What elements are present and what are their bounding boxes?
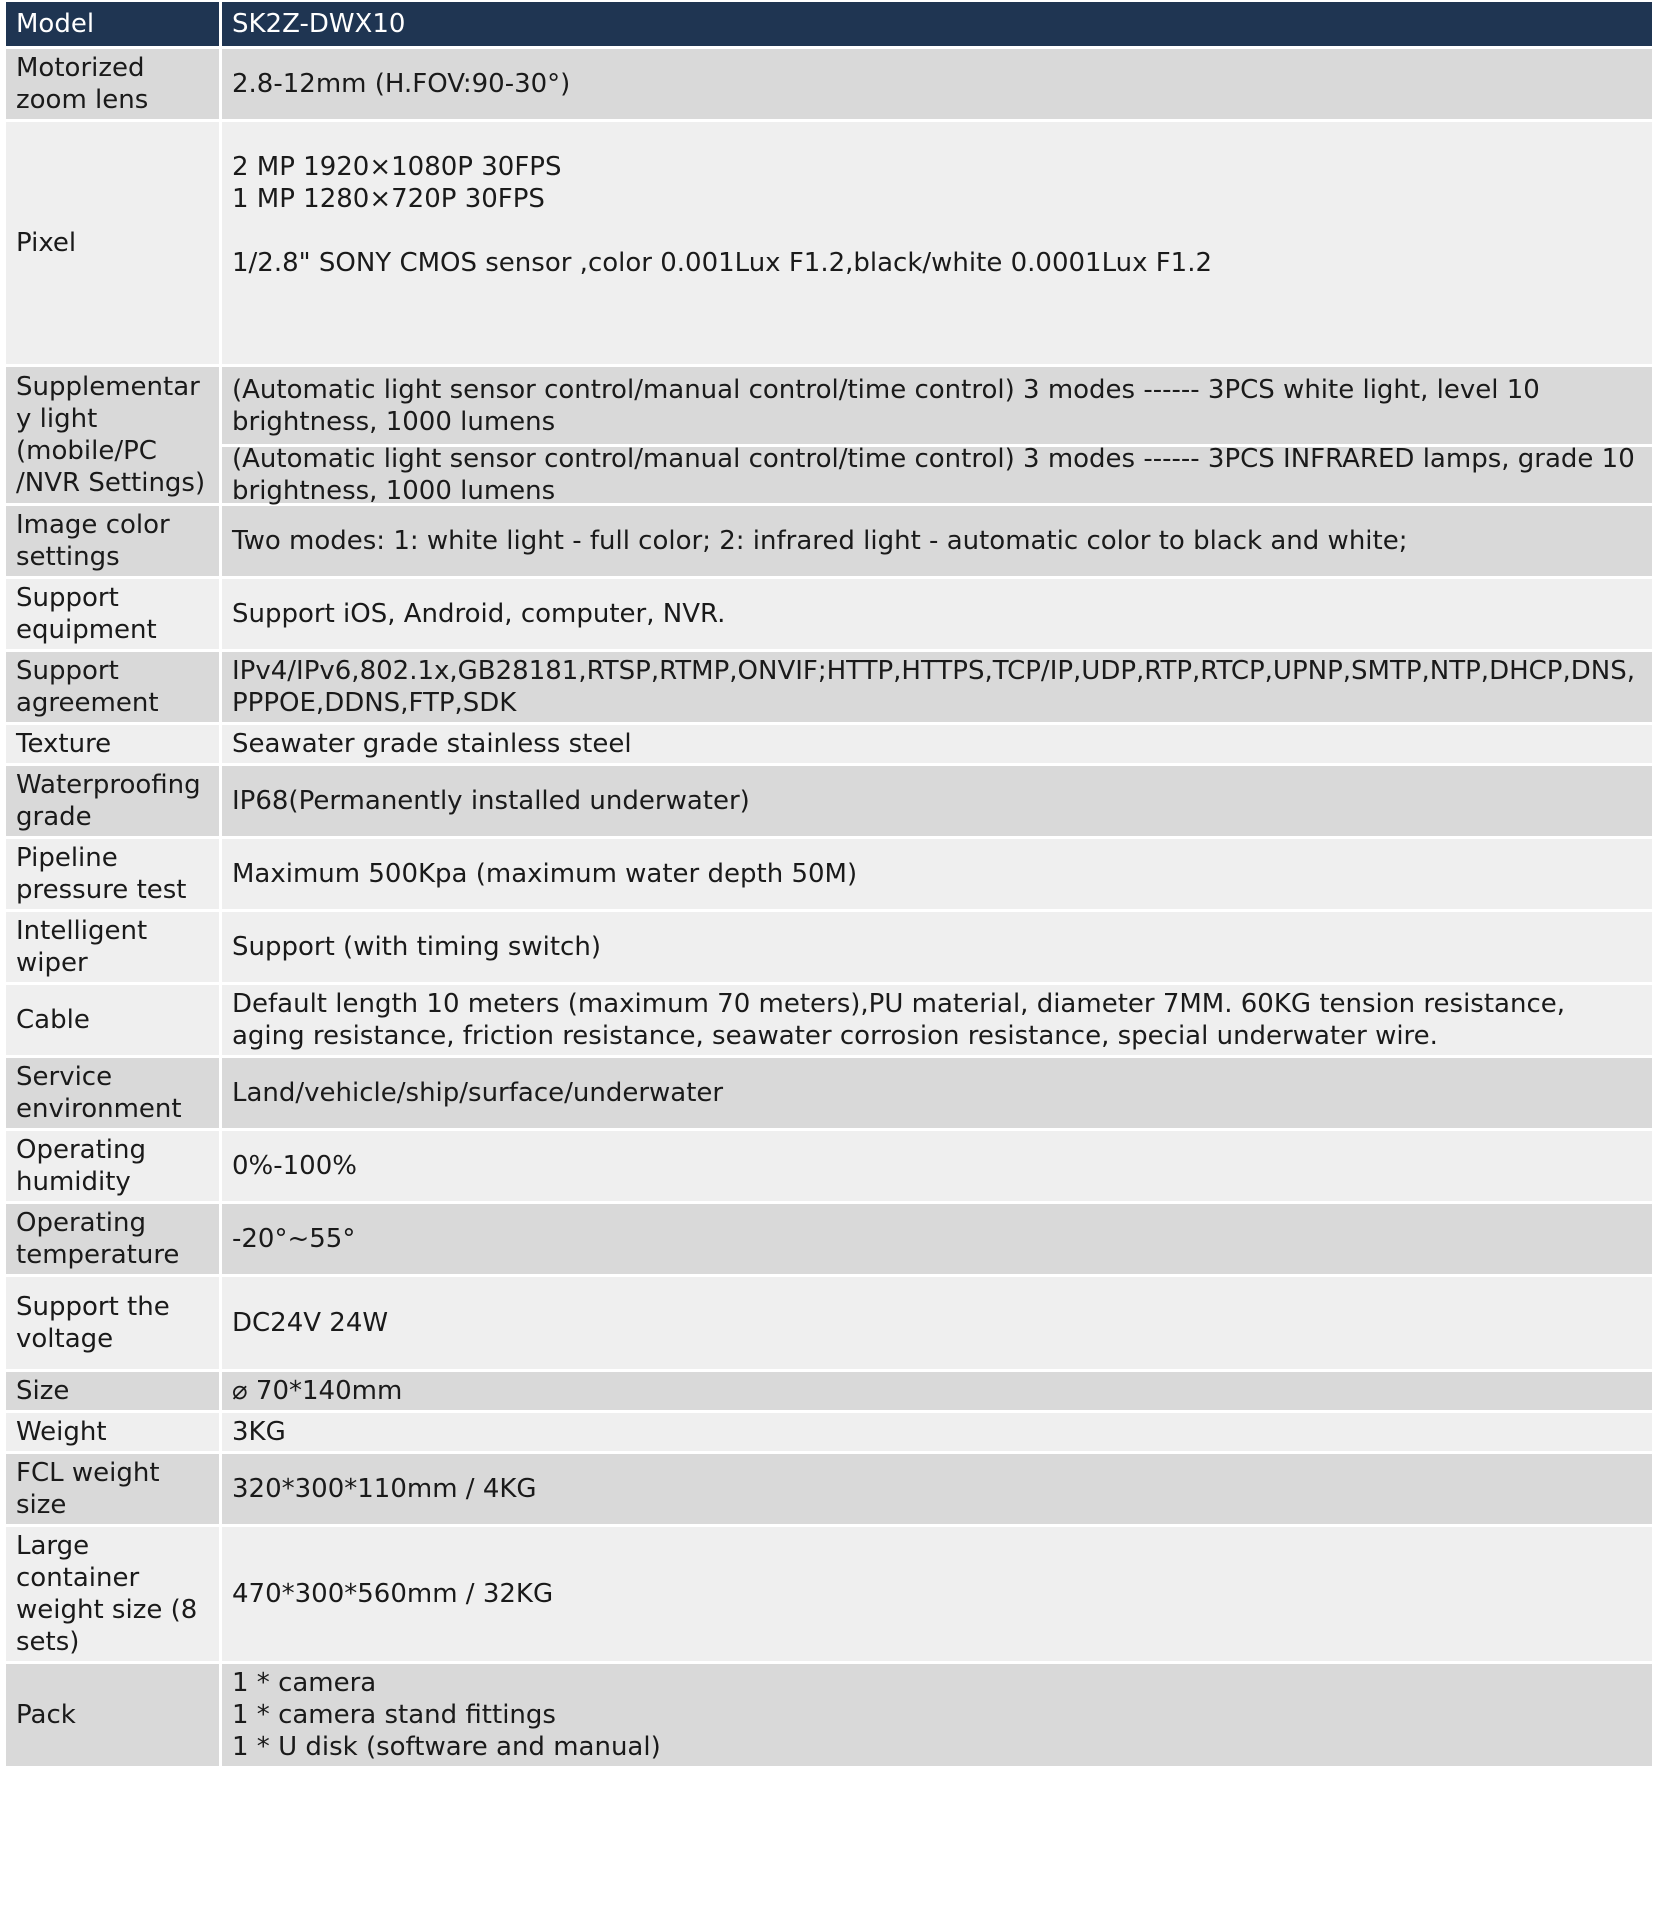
table-row — [6, 1413, 1652, 1454]
row-label: Motorized zoom lens — [6, 49, 222, 122]
row-label: Pipeline pressure test — [6, 839, 222, 912]
row-label: Weight — [6, 1413, 222, 1454]
row-label: Intelligent wiper — [6, 912, 222, 985]
row-label: Large container weight size (8 sets) — [6, 1527, 222, 1664]
row-value — [222, 122, 1652, 367]
value-gap — [232, 215, 1642, 247]
table-row — [6, 839, 1652, 912]
value-subrow: (Automatic light sensor control/manual control/time control) 3 modes ------ 3PCS INFRARED lamps, grade 10 brightness, 1000 lumens — [222, 444, 1652, 503]
table-row — [6, 367, 1652, 506]
header-label: Model — [6, 2, 222, 49]
row-label: Texture — [6, 725, 222, 766]
row-value: 0%-100% — [222, 1131, 1652, 1204]
row-label: Support agreement — [6, 652, 222, 725]
row-value: 3KG — [222, 1413, 1652, 1454]
table-row — [6, 1527, 1652, 1664]
table-row — [6, 1277, 1652, 1372]
table-row — [6, 1664, 1652, 1769]
row-value — [222, 367, 1652, 506]
value-line: 1 * camera stand fittings — [232, 1700, 556, 1730]
spec-table — [6, 2, 1652, 1769]
table-row — [6, 766, 1652, 839]
row-value: 320*300*110mm / 4KG — [222, 1454, 1652, 1527]
table-row — [6, 912, 1652, 985]
row-label: Operating temperature — [6, 1204, 222, 1277]
table-row — [6, 1204, 1652, 1277]
row-value: 2.8-12mm (H.FOV:90-30°) — [222, 49, 1652, 122]
table-row — [6, 506, 1652, 579]
table-row — [6, 49, 1652, 122]
table-row — [6, 652, 1652, 725]
row-label: Support equipment — [6, 579, 222, 652]
table-row — [6, 579, 1652, 652]
value-line: 1/2.8" SONY CMOS sensor ,color 0.001Lux F1.2,black/white 0.0001Lux F1.2 — [232, 248, 1213, 278]
value-line: 1 * camera — [232, 1668, 377, 1698]
row-label: Supplementary light (mobile/PC /NVR Settings) — [6, 367, 222, 506]
row-label: Size — [6, 1372, 222, 1413]
row-value: Support iOS, Android, computer, NVR. — [222, 579, 1652, 652]
row-value: 470*300*560mm / 32KG — [222, 1527, 1652, 1664]
table-header-row — [6, 2, 1652, 49]
table-row — [6, 985, 1652, 1058]
row-label: Pack — [6, 1664, 222, 1769]
row-label: Support the voltage — [6, 1277, 222, 1372]
value-line: 1 MP 1280×720P 30FPS — [232, 184, 545, 214]
row-value: Seawater grade stainless steel — [222, 725, 1652, 766]
table-row — [6, 725, 1652, 766]
row-value: DC24V 24W — [222, 1277, 1652, 1372]
table-row — [6, 1372, 1652, 1413]
row-value: ⌀ 70*140mm — [222, 1372, 1652, 1413]
value-line: 1 * U disk (software and manual) — [232, 1732, 661, 1762]
row-value: -20°~55° — [222, 1204, 1652, 1277]
table-row — [6, 122, 1652, 367]
row-label: Operating humidity — [6, 1131, 222, 1204]
row-value: Two modes: 1: white light - full color; 2: infrared light - automatic color to black and white; — [222, 506, 1652, 579]
row-label: Service environment — [6, 1058, 222, 1131]
value-subrow: (Automatic light sensor control/manual control/time control) 3 modes ------ 3PCS white light, level 10 brightness, 1000 lumens — [232, 374, 1540, 437]
table-row — [6, 1454, 1652, 1527]
row-label: Pixel — [6, 122, 222, 367]
table-row — [6, 1131, 1652, 1204]
value-line: 2 MP 1920×1080P 30FPS — [232, 152, 562, 182]
header-value: SK2Z-DWX10 — [222, 2, 1652, 49]
table-row — [6, 1058, 1652, 1131]
row-label: FCL weight size — [6, 1454, 222, 1527]
row-value: IPv4/IPv6,802.1x,GB28181,RTSP,RTMP,ONVIF;HTTP,HTTPS,TCP/IP,UDP,RTP,RTCP,UPNP,SMTP,NTP,DHCP,DNS,PPPOE,DDNS,FTP,SDK — [222, 652, 1652, 725]
spec-sheet — [6, 2, 1652, 1769]
row-value: Land/vehicle/ship/surface/underwater — [222, 1058, 1652, 1131]
row-value: Maximum 500Kpa (maximum water depth 50M) — [222, 839, 1652, 912]
row-label: Image color settings — [6, 506, 222, 579]
row-value — [222, 1664, 1652, 1769]
row-label: Cable — [6, 985, 222, 1058]
row-value: Support (with timing switch) — [222, 912, 1652, 985]
row-label: Waterproofing grade — [6, 766, 222, 839]
row-value: IP68(Permanently installed underwater) — [222, 766, 1652, 839]
row-value: Default length 10 meters (maximum 70 meters),PU material, diameter 7MM. 60KG tension resistance, aging resistance, friction resistance, seawater corrosion resistance, special underwater wire. — [222, 985, 1652, 1058]
